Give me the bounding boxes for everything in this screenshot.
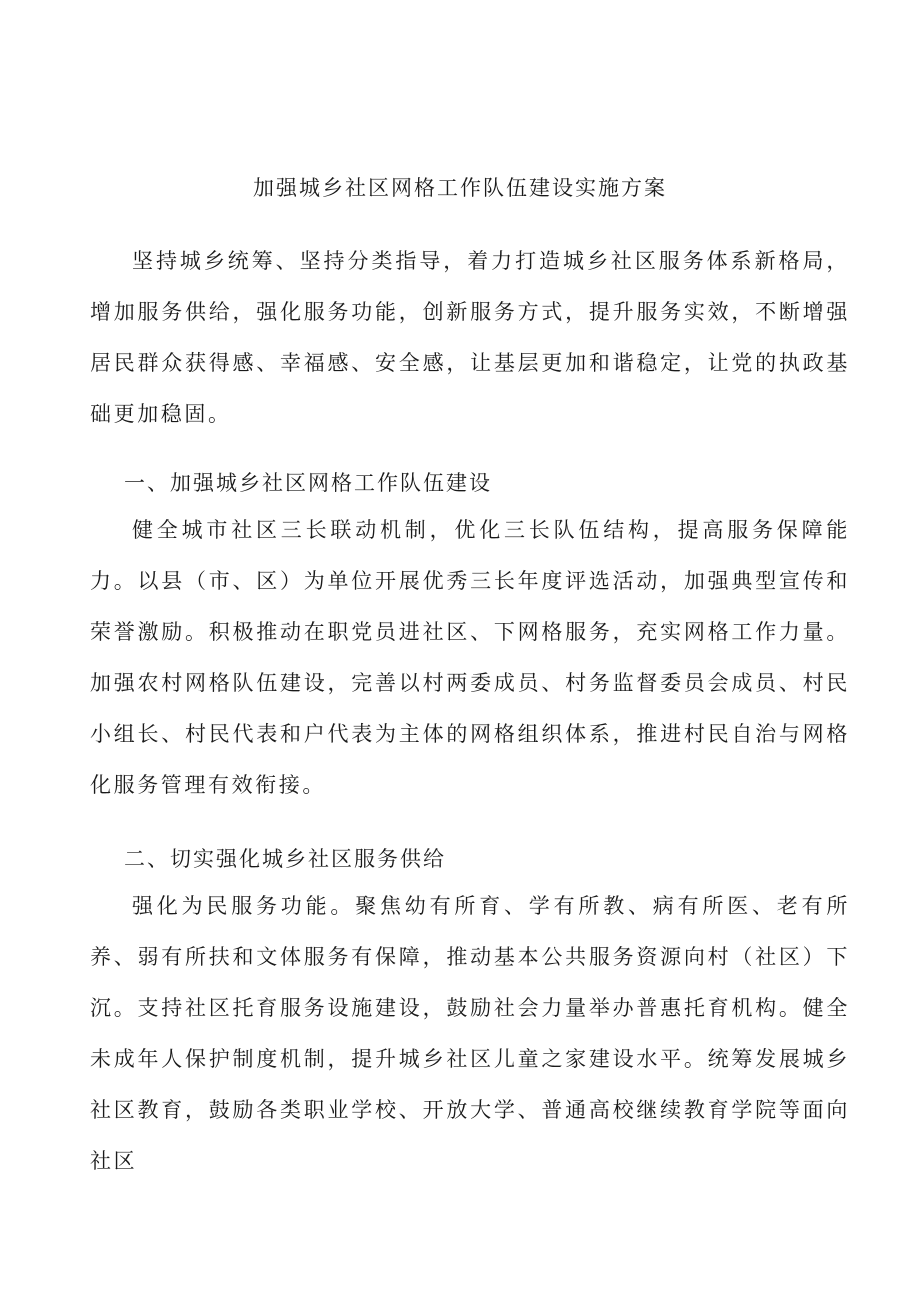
document-title: 加强城乡社区网格工作队伍建设实施方案	[253, 176, 667, 200]
section-2-paragraph: 强化为民服务功能。聚焦幼有所育、学有所教、病有所医、老有所养、弱有所扶和文体服务有保障，推动基本公共服务资源向村（社区）下沉。支持社区托育服务设施建设，鼓励社会力量举办普惠托育机构。健全未成年人保护制度机制，提升城乡社区儿童之家建设水平。统筹发展城乡社区教育，鼓励各类职业学校、开放大学、普通高校继续教育学院等面向社区	[90, 894, 850, 1173]
section-1-heading: 一、加强城乡社区网格工作队伍建设	[124, 471, 492, 495]
section-2-heading: 二、切实强化城乡社区服务供给	[124, 847, 446, 871]
section-1-paragraph: 健全城市社区三长联动机制，优化三长队伍结构，提高服务保障能力。以县（市、区）为单位开展优秀三长年度评选活动，加强典型宣传和荣誉激励。积极推动在职党员进社区、下网格服务，充实网格工作力量。加强农村网格队伍建设，完善以村两委成员、村务监督委员会成员、村民小组长、村民代表和户代表为主体的网格组织体系，推进村民自治与网格化服务管理有效衔接。	[90, 518, 850, 797]
intro-paragraph: 坚持城乡统筹、坚持分类指导，着力打造城乡社区服务体系新格局，增加服务供给，强化服务功能，创新服务方式，提升服务实效，不断增强居民群众获得感、幸福感、安全感，让基层更加和谐稳定，让党的执政基础更加稳固。	[90, 249, 850, 426]
